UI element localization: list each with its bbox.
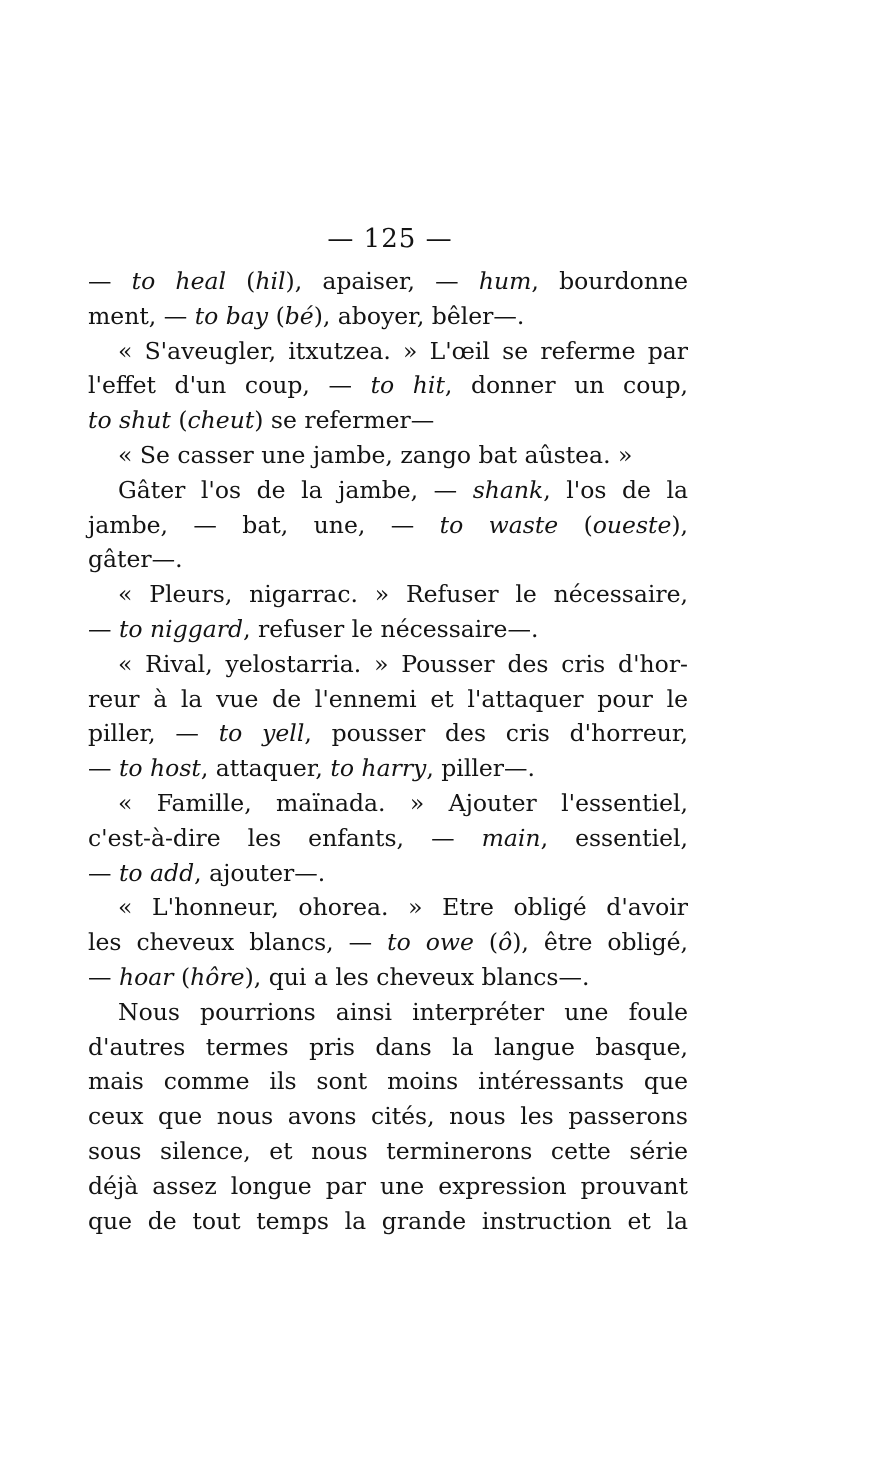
text-line [88,1099,688,1134]
text-line [88,821,688,856]
text-run: « Se casser une jambe, zango bat aûstea. » [118,440,633,469]
text-run: piller, — [88,719,219,748]
italic-term: oueste [592,510,672,539]
text-line [88,368,688,403]
text-run: ment, — [88,301,195,330]
text-run: « Pleurs, nigarrac. » Refuser le nécessaire, [118,580,688,609]
text-line [88,856,688,891]
italic-term: hum [478,267,532,295]
text-line [88,716,688,751]
text-run: « Rival, yelostarria. » Pousser des cris d'hor- [118,649,688,678]
text-run: ), aboyer, bêler—. [313,301,525,330]
text-run: « S'aveugler, itxutzea. » L'œil se referme par [118,336,688,365]
italic-term: to harry [330,754,427,783]
text-run: , refuser le nécessaire—. [243,614,539,643]
text-run: ( [170,406,188,435]
text-run: déjà assez longue par une expression prouvant [88,1171,688,1200]
text-run: mais comme ils sont moins intéressants que [88,1067,688,1096]
text-run: « Famille, maïnada. » Ajouter l'essentiel, [118,788,688,817]
text-run: — [88,267,132,295]
text-run: — [88,754,119,783]
text-run: ( [268,301,285,330]
text-run: ), [671,510,688,539]
text-run: sous silence, et nous terminerons cette série [88,1136,688,1165]
text-line [88,334,688,369]
italic-term: to bay [194,301,269,330]
text-line [88,264,688,299]
text-run: , pousser des cris d'horreur, [304,719,689,748]
text-line [88,577,688,612]
text-run: « L'honneur, ohorea. » Etre obligé d'avoir [118,893,688,922]
text-run: — [88,858,119,887]
text-run: ), apaiser, — [285,267,479,295]
text-line [88,1204,688,1239]
body-text [88,264,688,1238]
italic-term: to shut [88,406,171,435]
italic-term: shank [472,475,544,504]
italic-term: to waste [439,510,559,539]
text-run: , donner un coup, [444,371,689,400]
text-run: , attaquer, [200,754,331,783]
text-line [88,751,688,786]
text-run: l'effet d'un coup, — [88,371,371,400]
italic-term: to add [118,858,195,887]
text-run: , ajouter—. [194,858,326,887]
text-line [88,786,688,821]
text-line [88,473,688,508]
text-run: d'autres termes pris dans la langue basque, [88,1032,688,1061]
italic-term: bé [284,301,314,330]
text-line [88,612,688,647]
text-line [88,1030,688,1065]
text-run: les cheveux blancs, — [88,928,388,957]
text-run: , l'os de la [543,475,688,504]
page-number: — 125 — [327,224,453,254]
text-line [88,1064,688,1099]
text-line [88,299,688,334]
text-line [88,890,688,925]
text-line [88,647,688,682]
italic-term: to niggard [118,614,244,643]
italic-term: cheut [187,406,255,435]
text-run: Nous pourrions ainsi interpréter une foule [118,997,688,1026]
text-run: ), être obligé, [512,928,688,957]
text-line [88,925,688,960]
text-line [88,508,688,543]
italic-term: to heal [131,267,227,295]
text-line [88,995,688,1030]
text-run: , piller—. [426,754,535,783]
text-run: reur à la vue de l'ennemi et l'attaquer pour le [88,684,688,713]
text-run: jambe, — bat, une, — [88,510,440,539]
text-run: ( [558,510,593,539]
italic-term: hil [255,267,286,295]
italic-term: hôre [190,962,245,991]
text-run: ) se refermer— [254,406,435,435]
text-line [88,1169,688,1204]
text-line [88,960,688,995]
text-line [88,682,688,717]
text-line [88,1134,688,1169]
italic-term: ô [498,928,513,957]
italic-term: hoar [118,962,174,991]
italic-term: main [481,823,541,852]
text-run: ), qui a les cheveux blancs—. [244,962,590,991]
text-run: ceux que nous avons cités, nous les passerons [88,1102,688,1131]
text-run: ( [226,267,256,295]
text-run: gâter—. [88,545,183,574]
text-run: — [88,962,119,991]
text-run: , essentiel, [540,823,688,852]
italic-term: to yell [218,719,305,748]
text-run: ( [173,962,191,991]
text-line [88,403,688,438]
text-line [88,438,688,473]
text-line [88,542,688,577]
italic-term: to hit [370,371,445,400]
text-run: , bourdonne [531,267,688,295]
text-run: ( [473,928,499,957]
text-run: Gâter l'os de la jambe, — [118,475,473,504]
text-run: — [88,614,119,643]
text-run: c'est-à-dire les enfants, — [88,823,482,852]
italic-term: to host [118,754,201,783]
italic-term: to owe [387,928,474,957]
text-run: que de tout temps la grande instruction et la [88,1206,688,1235]
